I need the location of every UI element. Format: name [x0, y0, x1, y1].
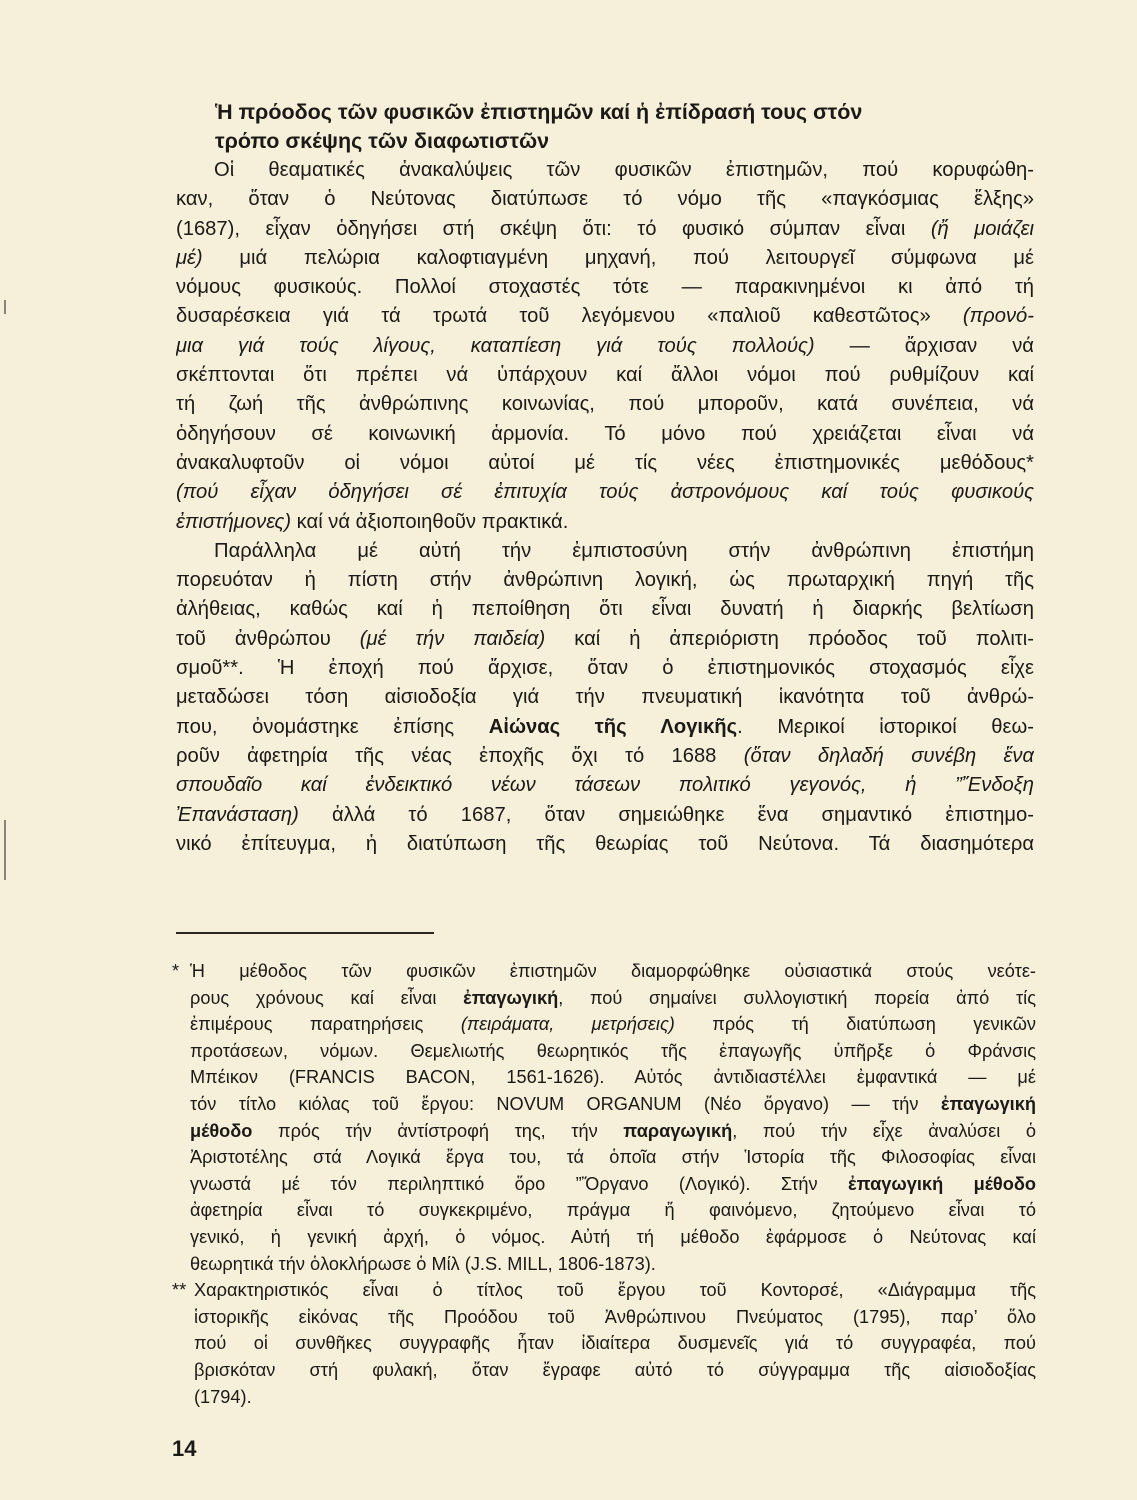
- text-line: καν, ὅταν ὁ Νεύτονας διατύπωσε τό νόμο τῆς «παγκόσμιας ἕλξης»: [176, 188, 1034, 211]
- text-line: (πού εἶχαν ὁδηγήσει σέ ἐπιτυχία τούς ἀστρονόμους καί τούς φυσικούς: [176, 481, 1034, 504]
- text-line: μεταδώσει τόση αἰσιοδοξία γιά τήν πνευματική ἱκανότητα τοῦ ἀνθρώ-: [176, 686, 1034, 709]
- text-line: νόμους φυσικούς. Πολλοί στοχαστές τότε — παρακινημένοι κι ἀπό τή: [176, 276, 1034, 299]
- text-line: Ἐπανάσταση) ἀλλά τό 1687, ὅταν σημειώθηκε ἕνα σημαντικό ἐπιστημο-: [176, 803, 1034, 826]
- footnote-line: γνωστά μέ τόν περιληπτικό ὅρο ”Ὄργανο (Λογικό). Στήν ἐπαγωγική μέθοδο: [190, 1173, 1036, 1194]
- footnote-line: προτάσεων, νόμων. Θεμελιωτής θεωρητικός τῆς ἐπαγωγῆς ὑπῆρξε ὁ Φράνσις: [190, 1040, 1036, 1061]
- footnote-line: Ἀριστοτέλης στά Λογικά ἔργα του, τά ὁποῖα στήν Ἱστορία τῆς Φιλοσοφίας εἶναι: [190, 1147, 1036, 1168]
- footnote-line: (1794).: [194, 1386, 252, 1407]
- footnote-line: ρους χρόνους καί εἶναι ἐπαγωγική, πού σημαίνει συλλογιστική πορεία ἀπό τίς: [190, 987, 1036, 1008]
- text-line: που, ὀνομάστηκε ἐπίσης Αἰώνας τῆς Λογικῆς. Μερικοί ἱστορικοί θεω-: [176, 715, 1034, 738]
- body-text: [176, 156, 1034, 859]
- footnotes: [172, 958, 1036, 1410]
- section-heading: [215, 98, 1005, 156]
- text-line: ἀλήθειας, καθώς καί ἡ πεποίθηση ὅτι εἶναι δυνατή ἡ διαρκής βελτίωση: [176, 598, 1034, 621]
- footnote-line: μέθοδο πρός τήν ἀντίστροφή της, τήν παραγωγική, πού τήν εἶχε ἀναλύσει ὁ: [190, 1120, 1036, 1141]
- footnote-line: ἱστορικῆς εἰκόνας τῆς Προόδου τοῦ Ἀνθρώπινου Πνεύματος (1795), παρ’ ὅλο: [194, 1306, 1036, 1327]
- footnote-line: γενικό, ἡ γενική ἀρχή, ὁ νόμος. Αὐτή τή μέθοδο ἐφάρμοσε ὁ Νεύτονας καί: [190, 1226, 1036, 1247]
- text-line: τή ζωή τῆς ἀνθρώπινης κοινωνίας, πού μποροῦν, κατά συνέπεια, νά: [176, 393, 1034, 416]
- text-line: σμοῦ**. Ἡ ἐποχή πού ἄρχισε, ὅταν ὁ ἐπιστημονικός στοχασμός εἶχε: [176, 657, 1034, 680]
- footnote-line: τόν τίτλο κιόλας τοῦ ἔργου: NOVUM ORGANUM (Νέο ὄργανο) — τήν ἐπαγωγική: [190, 1093, 1036, 1114]
- footnote-line: ἀφετηρία εἶναι τό συγκεκριμένο, πράγμα ἤ φαινόμενο, ζητούμενο εἶναι τό: [190, 1200, 1036, 1221]
- text-line: νικό ἐπίτευγμα, ἡ διατύπωση τῆς θεωρίας τοῦ Νεύτονα. Τά διασημότερα: [176, 832, 1034, 855]
- footnote-line: ἐπιμέρους παρατηρήσεις (πειράματα, μετρήσεις) πρός τή διατύπωση γενικῶν: [190, 1014, 1036, 1035]
- footnote-line: βρισκόταν στή φυλακή, ὅταν ἔγραφε αὐτό τό σύγγραμμα τῆς αἰσιοδοξίας: [194, 1359, 1036, 1380]
- text-line: ὁδηγήσουν σέ κοινωνική ἁρμονία. Τό μόνο πού χρειάζεται εἶναι νά: [176, 422, 1034, 445]
- text-line: δυσαρέσκεια γιά τά τρωτά τοῦ λεγόμενου «παλιοῦ καθεστῶτος» (προνό-: [176, 305, 1034, 328]
- footnote-separator: [176, 932, 434, 934]
- text-line: πορευόταν ἡ πίστη στήν ἀνθρώπινη λογική, ὡς πρωταρχική πηγή τῆς: [176, 569, 1034, 592]
- heading-line: Ἡ πρόοδος τῶν φυσικῶν ἐπιστημῶν καί ἡ ἐπίδρασή τους στόν: [215, 100, 863, 124]
- page-number: 14: [172, 1436, 197, 1461]
- footnote-line: Μπέικον (FRANCIS BACON, 1561-1626). Αὐτός ἀντιδιαστέλλει ἐμφαντικά — μέ: [190, 1067, 1036, 1088]
- text-line: μια γιά τούς λίγους, καταπίεση γιά τούς πολλούς) — ἄρχισαν νά: [176, 334, 1034, 357]
- footnote-mark: **: [172, 1280, 187, 1301]
- heading-line: τρόπο σκέψης τῶν διαφωτιστῶν: [215, 129, 550, 153]
- text-line: Οἱ θεαματικές ἀνακαλύψεις τῶν φυσικῶν ἐπιστημῶν, πού κορυφώθη-: [214, 159, 1034, 181]
- text-line: μέ) μιά πελώρια καλοφτιαγμένη μηχανή, πού λειτουργεῖ σύμφωνα μέ: [176, 246, 1034, 269]
- footnote-line: θεωρητικά τήν ὁλοκλήρωσε ὁ Μίλ (J.S. MILL, 1806-1873).: [190, 1253, 656, 1274]
- text-line: σπουδαῖο καί ἐνδεικτικό νέων τάσεων πολιτικό γεγονός, ἡ ”Ἔνδοξη: [176, 774, 1034, 797]
- text-line: ἐπιστήμονες) καί νά ἀξιοποιηθοῦν πρακτικά.: [176, 510, 569, 533]
- footnote-line: Χαρακτηριστικός εἶναι ὁ τίτλος τοῦ ἔργου τοῦ Κοντορσέ, «Διάγραμμα τῆς: [194, 1280, 1036, 1301]
- scan-edge-mark: [4, 300, 6, 314]
- text-line: Παράλληλα μέ αὐτή τήν ἐμπιστοσύνη στήν ἀνθρώπινη ἐπιστήμη: [214, 539, 1034, 562]
- footnote-mark: *: [172, 961, 180, 981]
- scan-edge-mark: [4, 820, 6, 880]
- text-line: σκέπτονται ὅτι πρέπει νά ὑπάρχουν καί ἄλλοι νόμοι πού ρυθμίζουν καί: [176, 364, 1034, 387]
- footnote-line: Ἡ μέθοδος τῶν φυσικῶν ἐπιστημῶν διαμορφώθηκε οὐσιαστικά στούς νεότε-: [190, 961, 1036, 981]
- footnote: [172, 958, 1036, 1277]
- text-line: ἀνακαλυφτοῦν οἱ νόμοι αὐτοί μέ τίς νέες ἐπιστημονικές μεθόδους*: [176, 451, 1034, 474]
- text-line: τοῦ ἀνθρώπου (μέ τήν παιδεία) καί ἡ ἀπεριόριστη πρόοδος τοῦ πολιτι-: [176, 627, 1034, 650]
- text-line: (1687), εἶχαν ὁδηγήσει στή σκέψη ὅτι: τό φυσικό σύμπαν εἶναι (ἤ μοιάζει: [176, 217, 1034, 240]
- footnote-line: πού οἱ συνθῆκες συγγραφῆς ἦταν ἰδιαίτερα δυσμενεῖς γιά τό συγγραφέα, πού: [194, 1333, 1036, 1354]
- footnote: [172, 1277, 1036, 1410]
- text-line: ροῦν ἀφετηρία τῆς νέας ἐποχῆς ὄχι τό 1688 (ὅταν δηλαδή συνέβη ἕνα: [176, 744, 1034, 767]
